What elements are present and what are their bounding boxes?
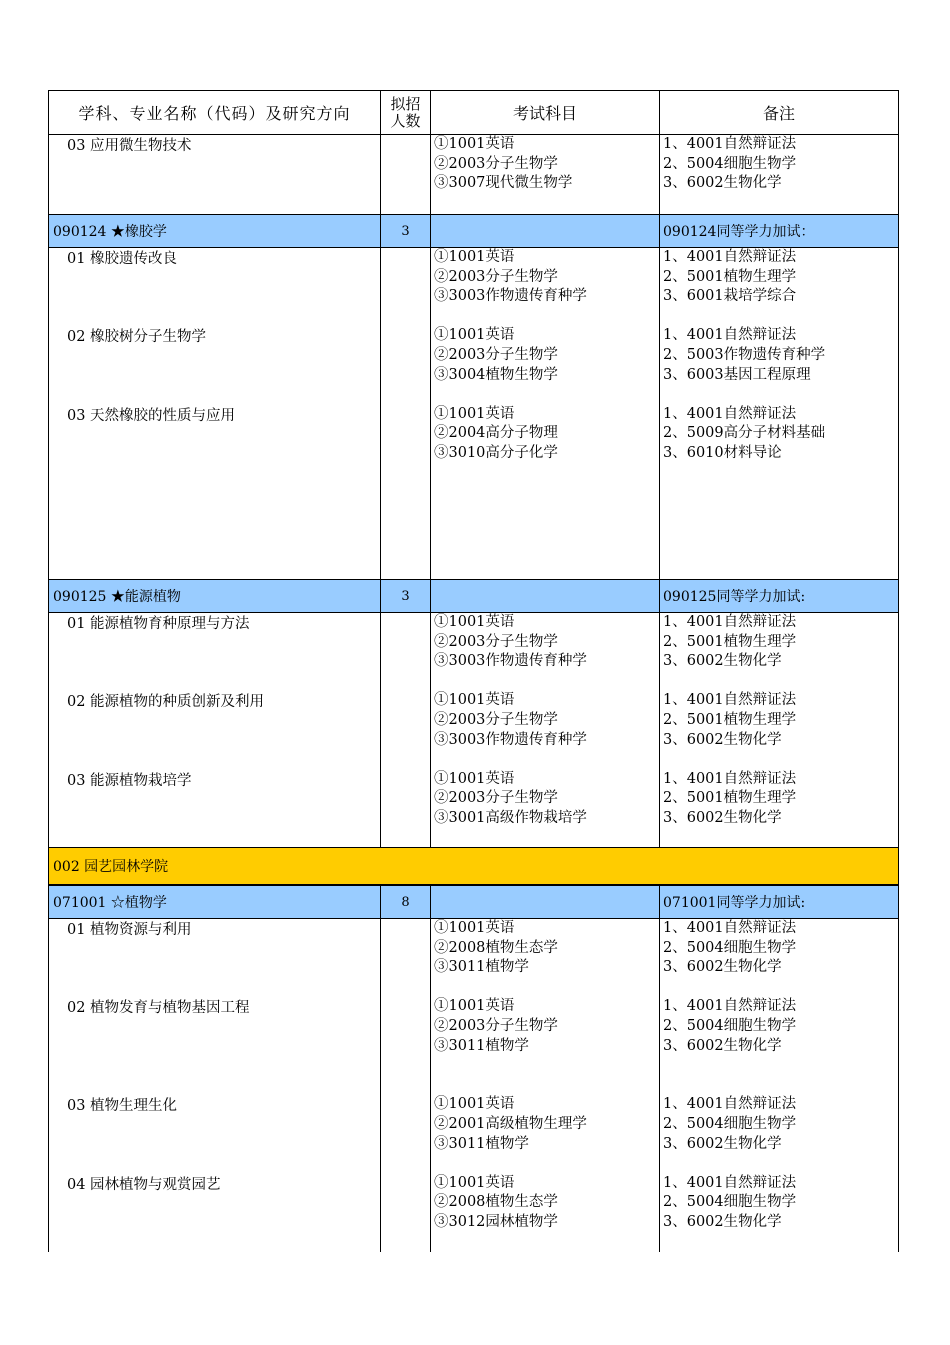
direction-name: 02 橡胶树分子生物学 bbox=[67, 329, 207, 346]
major-code-name: 090125 ★能源植物 bbox=[48, 580, 380, 612]
notes-cell bbox=[659, 248, 899, 579]
exam-subject: ③3012园林植物学 bbox=[434, 1213, 558, 1230]
direction-name-cell bbox=[48, 248, 380, 579]
note-item: 1、4001自然辩证法 bbox=[663, 136, 797, 152]
note-item: 1、4001自然辩证法 bbox=[663, 327, 797, 344]
note-item: 2、5001植物生理学 bbox=[663, 711, 797, 728]
header-notes: 备注 bbox=[659, 91, 899, 134]
major-row bbox=[48, 579, 899, 613]
direction-name-cell bbox=[48, 613, 380, 847]
exam-subject: ②2003分子生物学 bbox=[434, 633, 558, 650]
note-item: 2、5001植物生理学 bbox=[663, 268, 797, 285]
major-note: 090125同等学力加试: bbox=[659, 580, 899, 612]
major-exam-empty bbox=[430, 215, 659, 247]
direction-name: 01 能源植物育种原理与方法 bbox=[67, 616, 250, 632]
note-item: 2、5004细胞生物学 bbox=[663, 1115, 797, 1132]
exam-subject: ①1001英语 bbox=[434, 614, 515, 630]
major-count: 3 bbox=[380, 215, 430, 247]
exam-subject: ②2003分子生物学 bbox=[434, 711, 558, 728]
note-item: 3、6002生物化学 bbox=[663, 175, 782, 192]
exam-cell bbox=[430, 248, 659, 579]
exam-subject: ③3010高分子化学 bbox=[434, 444, 558, 461]
exam-subject: ③3011植物学 bbox=[434, 1135, 529, 1152]
exam-subject: ③3003作物遗传育种学 bbox=[434, 653, 587, 670]
note-item: 3、6002生物化学 bbox=[663, 1037, 782, 1054]
exam-subject: ②2008植物生态学 bbox=[434, 1194, 558, 1211]
note-item: 3、6010材料导论 bbox=[663, 444, 782, 461]
exam-subject: ②2003分子生物学 bbox=[434, 790, 558, 807]
exam-subject: ①1001英语 bbox=[434, 770, 515, 787]
exam-subject: ①1001英语 bbox=[434, 1174, 515, 1191]
exam-subject: ③3007现代微生物学 bbox=[434, 175, 573, 192]
count-cell bbox=[380, 919, 430, 1252]
count-cell bbox=[380, 248, 430, 579]
admissions-table bbox=[48, 90, 899, 1252]
note-item: 1、4001自然辩证法 bbox=[663, 249, 797, 265]
exam-subject: ③3011植物学 bbox=[434, 1037, 529, 1054]
note-item: 1、4001自然辩证法 bbox=[663, 920, 797, 936]
exam-subject: ②2008植物生态学 bbox=[434, 939, 558, 956]
note-item: 2、5003作物遗传育种学 bbox=[663, 346, 826, 363]
exam-subject: ①1001英语 bbox=[434, 405, 515, 422]
exam-subject: ①1001英语 bbox=[434, 1096, 515, 1113]
major-code-name: 071001 ☆植物学 bbox=[48, 886, 380, 918]
exam-subject: ②2004高分子物理 bbox=[434, 425, 558, 442]
exam-subject: ③3004植物生物学 bbox=[434, 366, 558, 383]
note-item: 2、5001植物生理学 bbox=[663, 633, 797, 650]
exam-subject: ③3003作物遗传育种学 bbox=[434, 731, 587, 748]
exam-subject: ③3003作物遗传育种学 bbox=[434, 288, 587, 305]
exam-subject: ③3001高级作物栽培学 bbox=[434, 809, 587, 826]
major-exam-empty bbox=[430, 580, 659, 612]
direction-block bbox=[48, 248, 899, 579]
direction-name-cell bbox=[48, 919, 380, 1252]
direction-row bbox=[48, 135, 899, 214]
header-count bbox=[380, 91, 430, 134]
direction-name: 03 天然橡胶的性质与应用 bbox=[67, 407, 236, 424]
major-count: 8 bbox=[380, 886, 430, 918]
header-count-line2: 人数 bbox=[390, 111, 421, 130]
major-row bbox=[48, 885, 899, 919]
note-item: 2、5004细胞生物学 bbox=[663, 939, 797, 956]
exam-cell bbox=[430, 135, 659, 214]
note-item: 1、4001自然辩证法 bbox=[663, 692, 797, 709]
exam-subject: ②2003分子生物学 bbox=[434, 346, 558, 363]
note-item: 3、6002生物化学 bbox=[663, 653, 782, 670]
direction-name: 04 园林植物与观赏园艺 bbox=[67, 1176, 221, 1193]
exam-subject: ②2003分子生物学 bbox=[434, 268, 558, 285]
count-cell bbox=[380, 613, 430, 847]
note-item: 3、6002生物化学 bbox=[663, 809, 782, 826]
exam-subject: ②2003分子生物学 bbox=[434, 155, 558, 172]
direction-name-cell bbox=[48, 135, 380, 214]
exam-subject: ②2003分子生物学 bbox=[434, 1017, 558, 1034]
notes-cell bbox=[659, 135, 899, 214]
direction-block bbox=[48, 613, 899, 847]
note-item: 1、4001自然辩证法 bbox=[663, 770, 797, 787]
college-row bbox=[48, 847, 899, 885]
direction-name: 03 植物生理生化 bbox=[67, 1098, 178, 1115]
header-name: 学科、专业名称（代码）及研究方向 bbox=[48, 91, 380, 134]
exam-subject: ①1001英语 bbox=[434, 249, 515, 265]
note-item: 2、5004细胞生物学 bbox=[663, 1194, 797, 1211]
note-item: 1、4001自然辩证法 bbox=[663, 998, 797, 1015]
note-item: 1、4001自然辩证法 bbox=[663, 614, 797, 630]
note-item: 2、5004细胞生物学 bbox=[663, 155, 797, 172]
table-header bbox=[48, 90, 899, 135]
note-item: 3、6002生物化学 bbox=[663, 1213, 782, 1230]
header-exam: 考试科目 bbox=[430, 91, 659, 134]
count-cell bbox=[380, 135, 430, 214]
note-item: 3、6002生物化学 bbox=[663, 731, 782, 748]
exam-subject: ①1001英语 bbox=[434, 136, 515, 152]
college-name: 002 园艺园林学院 bbox=[53, 859, 169, 875]
exam-subject: ①1001英语 bbox=[434, 998, 515, 1015]
note-item: 2、5009高分子材料基础 bbox=[663, 425, 826, 442]
note-item: 2、5004细胞生物学 bbox=[663, 1017, 797, 1034]
direction-name: 03 能源植物栽培学 bbox=[67, 772, 192, 789]
exam-subject: ①1001英语 bbox=[434, 692, 515, 709]
direction-name: 01 橡胶遗传改良 bbox=[67, 251, 178, 267]
notes-cell bbox=[659, 613, 899, 847]
note-item: 3、6002生物化学 bbox=[663, 1135, 782, 1152]
note-item: 2、5001植物生理学 bbox=[663, 790, 797, 807]
direction-name: 02 植物发育与植物基因工程 bbox=[67, 1000, 250, 1017]
note-item: 3、6002生物化学 bbox=[663, 959, 782, 976]
direction-name: 01 植物资源与利用 bbox=[67, 922, 192, 938]
direction-name: 02 能源植物的种质创新及利用 bbox=[67, 694, 265, 711]
note-item: 1、4001自然辩证法 bbox=[663, 1174, 797, 1191]
major-exam-empty bbox=[430, 886, 659, 918]
notes-cell bbox=[659, 919, 899, 1252]
major-row bbox=[48, 214, 899, 248]
note-item: 3、6003基因工程原理 bbox=[663, 366, 811, 383]
note-item: 1、4001自然辩证法 bbox=[663, 1096, 797, 1113]
note-item: 3、6001栽培学综合 bbox=[663, 288, 797, 305]
major-note: 090124同等学力加试： bbox=[659, 215, 899, 247]
major-code-name: 090124 ★橡胶学 bbox=[48, 215, 380, 247]
header-count-line1: 拟招 bbox=[390, 94, 421, 113]
major-count: 3 bbox=[380, 580, 430, 612]
note-item: 1、4001自然辩证法 bbox=[663, 405, 797, 422]
exam-cell bbox=[430, 613, 659, 847]
exam-subject: ③3011植物学 bbox=[434, 959, 529, 976]
direction-name: 03 应用微生物技术 bbox=[67, 138, 192, 154]
direction-block bbox=[48, 919, 899, 1252]
exam-subject: ②2001高级植物生理学 bbox=[434, 1115, 587, 1132]
exam-subject: ①1001英语 bbox=[434, 920, 515, 936]
exam-cell bbox=[430, 919, 659, 1252]
major-note: 071001同等学力加试: bbox=[659, 886, 899, 918]
exam-subject: ①1001英语 bbox=[434, 327, 515, 344]
